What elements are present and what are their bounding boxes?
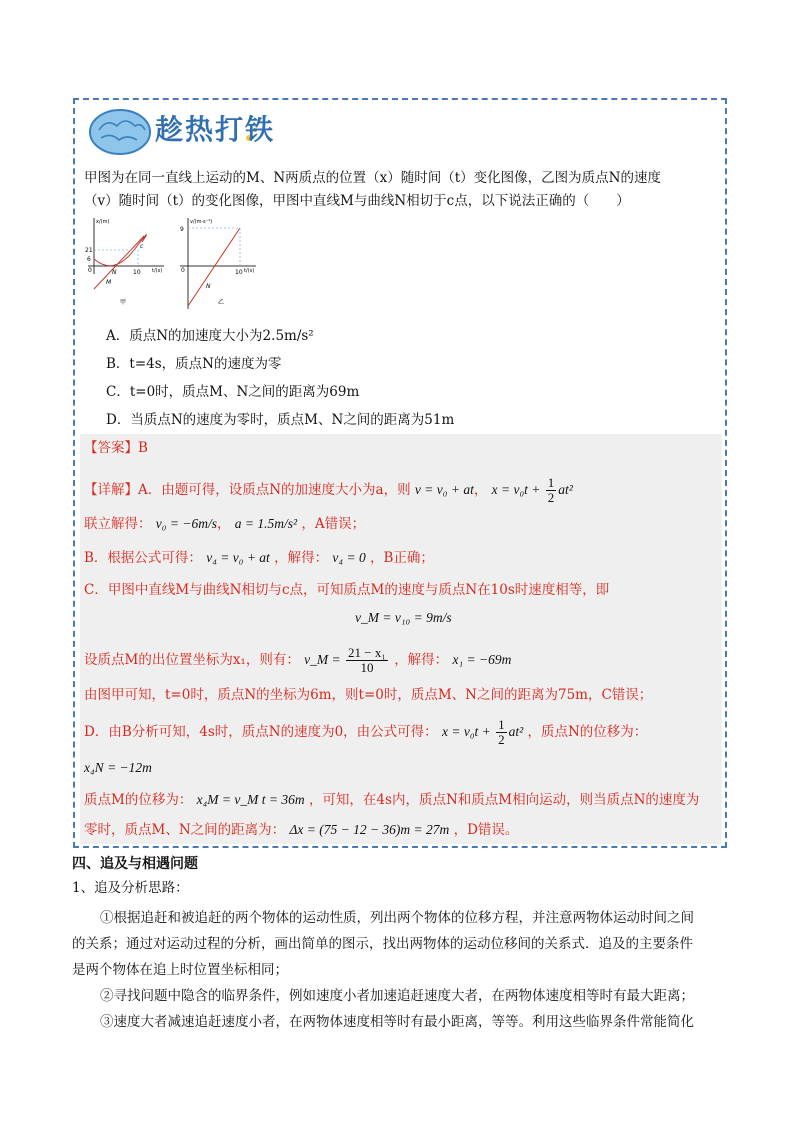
solution-line-4: C．甲图中直线M与曲线N相切与c点，可知质点M的速度与质点N在10s时速度相等，即 [84, 582, 610, 598]
jia-ytick-6: 6 [87, 256, 91, 263]
jia-label-N: N [112, 269, 117, 276]
solution-line-5: v_M = v₁₀ = 9m/s [355, 610, 452, 625]
solution-line-1: 【详解】A．由题可得，设质点N的加速度大小为a，则 v = v₀ + at， x = v₀t + $\frac{1}{2}$ at² [84, 475, 573, 505]
yi-origin: 0 [181, 267, 185, 274]
option-b: B．t=4s，质点N的速度为零 [106, 356, 282, 372]
jia-ytick-21: 21 [85, 247, 93, 254]
section-p3: ③速度大者减速追赶速度小者，在两物体速度相等时有最小距离，等等。利用这些临界条件常能简化 [100, 1014, 694, 1030]
question-line-2: （v）随时间（t）的变化图像，甲图中直线M与曲线N相切于c点，以下说法正确的（ ） [84, 193, 630, 209]
section-sub: 1、追及分析思路： [72, 880, 189, 896]
yi-xlabel: t/(s) [244, 268, 255, 274]
solution-line-2: 联立解得： v₀ = −6m/s， a = 1.5m/s² ，A错误； [84, 516, 366, 532]
jia-caption: 甲 [120, 299, 127, 306]
solution-line-3: B．根据公式可得： v₄ = v₀ + at ，解得： v₄ = 0 ，B正确； [84, 550, 434, 566]
question-line-1: 甲图为在同一直线上运动的M、N两质点的位置（x）随时间（t）变化图像，乙图为质点N的速度 [84, 170, 661, 186]
solution-line-6: 设质点M的出位置坐标为x₁，则有： v_M = $\frac{\text{21 − x₁}}{10}$ ，解得： x₁ = −69m [84, 645, 512, 675]
solution-line-8: D．由B分析可知，4s时，质点N的速度为0，由公式可得： x = v₀t + $\frac{1}{2}$ at² ，质点N的位移为： [84, 717, 648, 747]
jia-label-c: c [140, 243, 144, 250]
option-d: D．当质点N的速度为零时，质点M、N之间的距离为51m [106, 412, 455, 428]
figure-jia [84, 214, 174, 314]
section-p1a: ①根据追赶和被追赶的两个物体的运动性质，列出两个物体的位移方程，并注意两物体运动时间之间 [100, 910, 694, 926]
option-c: C．t=0时，质点M、N之间的距离为69m [106, 384, 360, 400]
yi-caption: 乙 [218, 299, 225, 306]
jia-origin: 0 [88, 267, 92, 274]
figure-yi [176, 214, 266, 314]
yi-xtick-10: 10 [235, 269, 243, 276]
solution-line-9: x₄N = −12m [84, 760, 152, 775]
section-p2: ②寻找问题中隐含的临界条件，例如速度小者加速追赶速度大者，在两物体速度相等时有最大距离； [100, 988, 694, 1004]
solution-line-7: 由图甲可知，t=0时，质点N的坐标为6m，则t=0时，质点M、N之间的距离为75m，C错误； [84, 687, 653, 703]
section-heading: 四、追及与相遇问题 [72, 856, 198, 872]
jia-xtick-10: 10 [133, 269, 141, 276]
logo-text: 趁热打铁 [155, 113, 276, 146]
answer-label: 【答案】B [84, 440, 148, 456]
yi-ytick-9: 9 [180, 226, 184, 233]
section-p1c: 是两个物体在追上时位置坐标相同； [72, 962, 288, 978]
jia-ylabel: x/(m) [96, 219, 110, 225]
option-a: A．质点N的加速度大小为2.5m/s² [106, 328, 314, 344]
yi-ylabel: v/(m·s⁻¹) [190, 219, 213, 225]
yi-label-N: N [206, 283, 211, 290]
solution-line-10: 质点M的位移为： x₄M = v_M t = 36m ，可知，在4s内，质点N和质点M相向运动，则当质点N的速度为 [84, 792, 700, 808]
jia-label-M: M [106, 279, 112, 286]
jia-xlabel: t/(s) [152, 268, 163, 274]
section-p1b: 的关系；通过对运动过程的分析，画出简单的图示，找出两物体的运动位移间的关系式．追及的主要条件 [72, 936, 693, 952]
solution-line-11: 零时，质点M、N之间的距离为： Δx = (75 − 12 − 36)m = 27m ，D错误。 [84, 822, 519, 838]
